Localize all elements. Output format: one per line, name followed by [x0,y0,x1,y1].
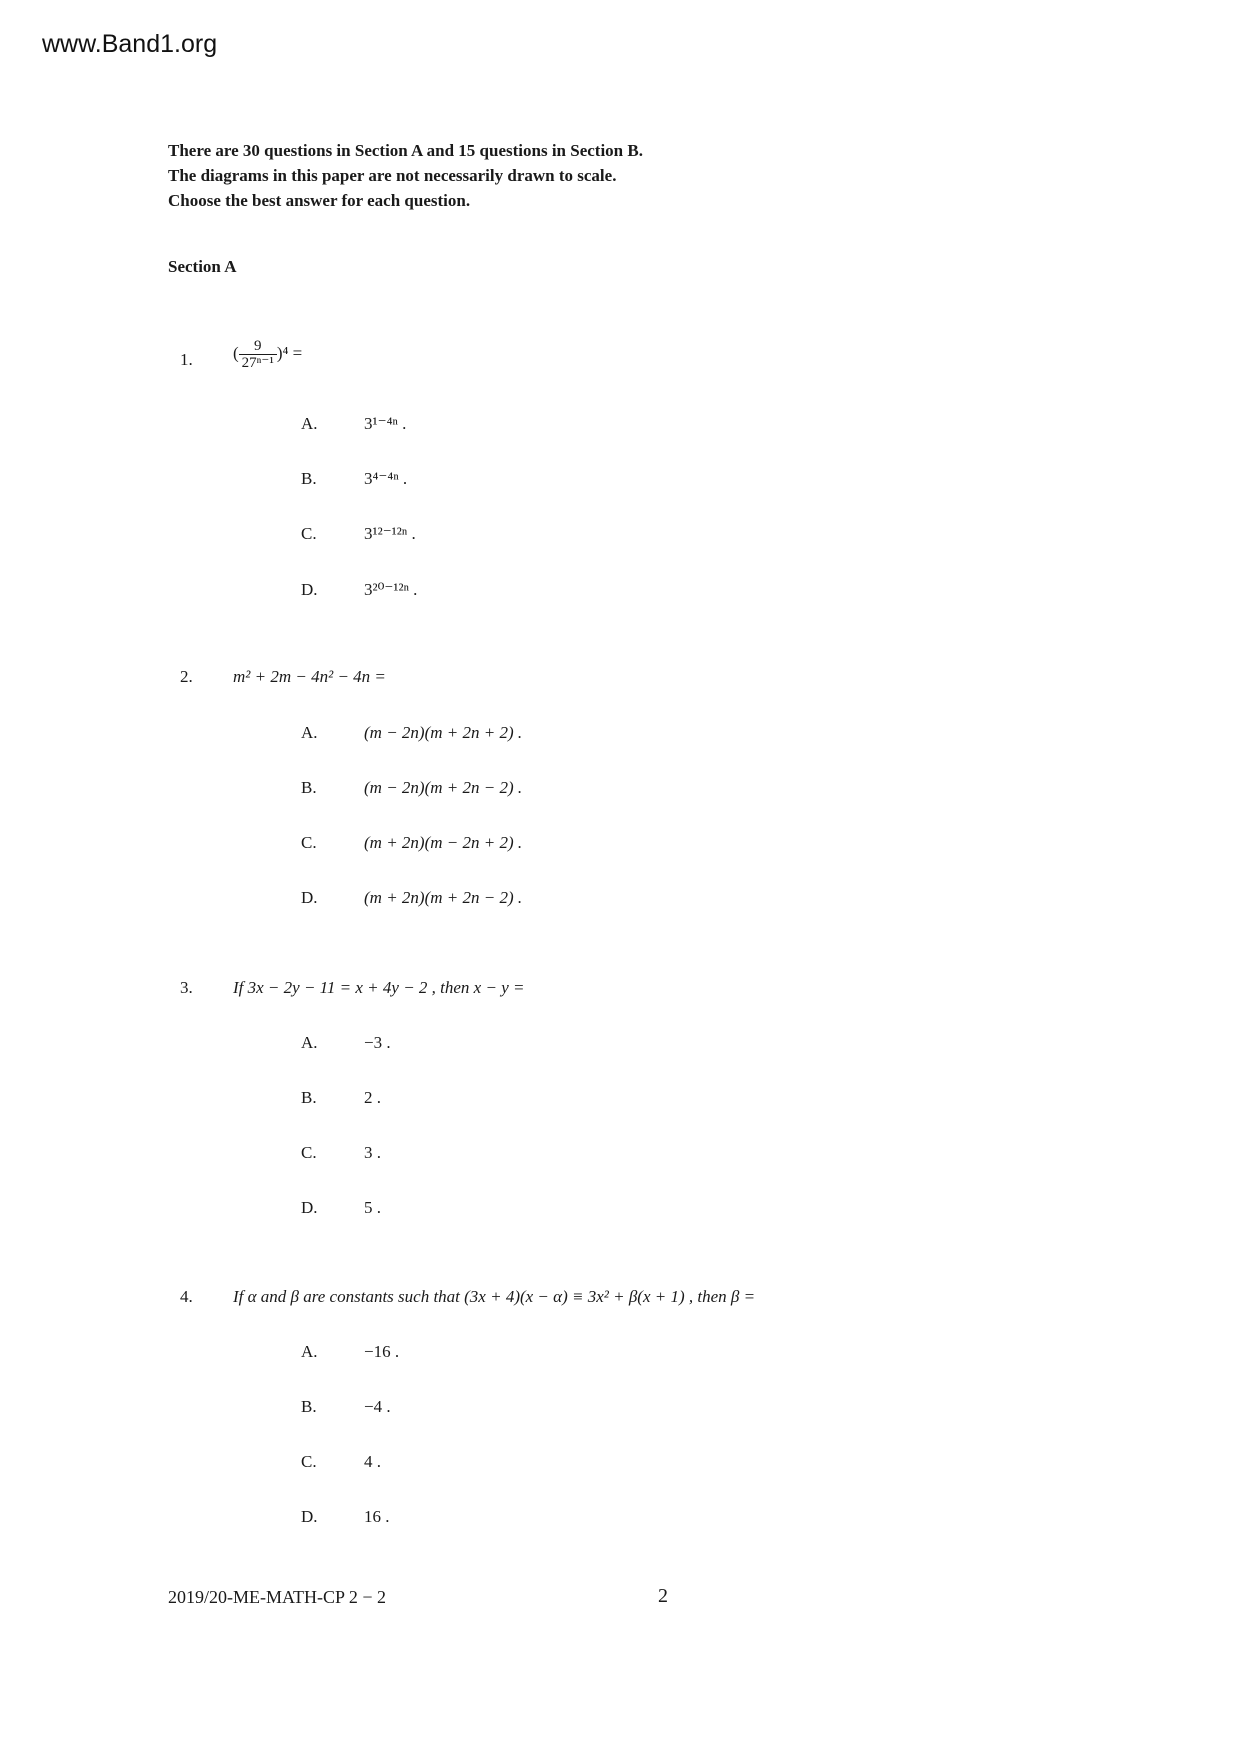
option-text: 5 . [364,1198,381,1217]
option-label: C. [301,833,317,852]
option-text: 3¹²⁻¹²ⁿ . [364,524,416,543]
option-label: D. [301,1507,318,1526]
option-text: (m + 2n)(m + 2n − 2) . [364,888,523,907]
question-stem: If 3x − 2y − 11 = x + 4y − 2 , then x − y = [233,978,525,997]
option-text: 3 . [364,1143,381,1162]
option-text: 2 . [364,1088,381,1107]
option-label: C. [301,524,317,543]
page-number: 2 [658,1585,668,1607]
section-title: Section A [168,257,237,276]
option-label: B. [301,1397,317,1416]
fraction-close: )⁴ = [276,343,303,363]
option-label: B. [301,469,317,488]
question-stem [233,338,302,371]
option-label: A. [301,1033,318,1052]
option-text: −16 . [364,1342,400,1361]
fraction-numerator: 9 [253,338,262,354]
fraction-denominator: 27ⁿ⁻¹ [239,354,277,371]
option-text: 3¹⁻⁴ⁿ . [364,414,407,433]
option-label: D. [301,1198,318,1217]
watermark-url: www.Band1.org [42,30,218,58]
option-label: C. [301,1452,317,1471]
option-text: −3 . [364,1033,391,1052]
question-stem: m² + 2m − 4n² − 4n = [233,667,386,686]
question-number: 1. [180,350,193,369]
option-label: A. [301,1342,318,1361]
question-stem: If α and β are constants such that (3x + 4)(x − α) ≡ 3x² + β(x + 1) , then β = [233,1287,756,1306]
option-text: (m + 2n)(m − 2n + 2) . [364,833,523,852]
instructions [168,138,643,213]
instruction-line: The diagrams in this paper are not necessarily drawn to scale. [168,166,617,185]
option-text: −4 . [364,1397,391,1416]
fraction-open: ( [233,343,239,363]
option-text: 16 . [364,1507,390,1526]
option-label: B. [301,778,317,797]
question-number: 4. [180,1287,193,1306]
instruction-line: There are 30 questions in Section A and 15 questions in Section B. [168,141,643,160]
option-label: D. [301,580,318,599]
option-text: 3²⁰⁻¹²ⁿ . [364,580,418,599]
fraction [239,338,277,371]
option-label: A. [301,414,318,433]
option-text: 4 . [364,1452,381,1471]
option-label: C. [301,1143,317,1162]
option-text: (m − 2n)(m + 2n + 2) . [364,723,523,742]
option-text: (m − 2n)(m + 2n − 2) . [364,778,523,797]
paper-code: 2019/20-ME-MATH-CP 2 − 2 [168,1587,386,1607]
instruction-line: Choose the best answer for each question. [168,191,471,210]
option-text: 3⁴⁻⁴ⁿ . [364,469,408,488]
question-number: 3. [180,978,193,997]
question-number: 2. [180,667,193,686]
option-label: B. [301,1088,317,1107]
option-label: D. [301,888,318,907]
option-label: A. [301,723,318,742]
